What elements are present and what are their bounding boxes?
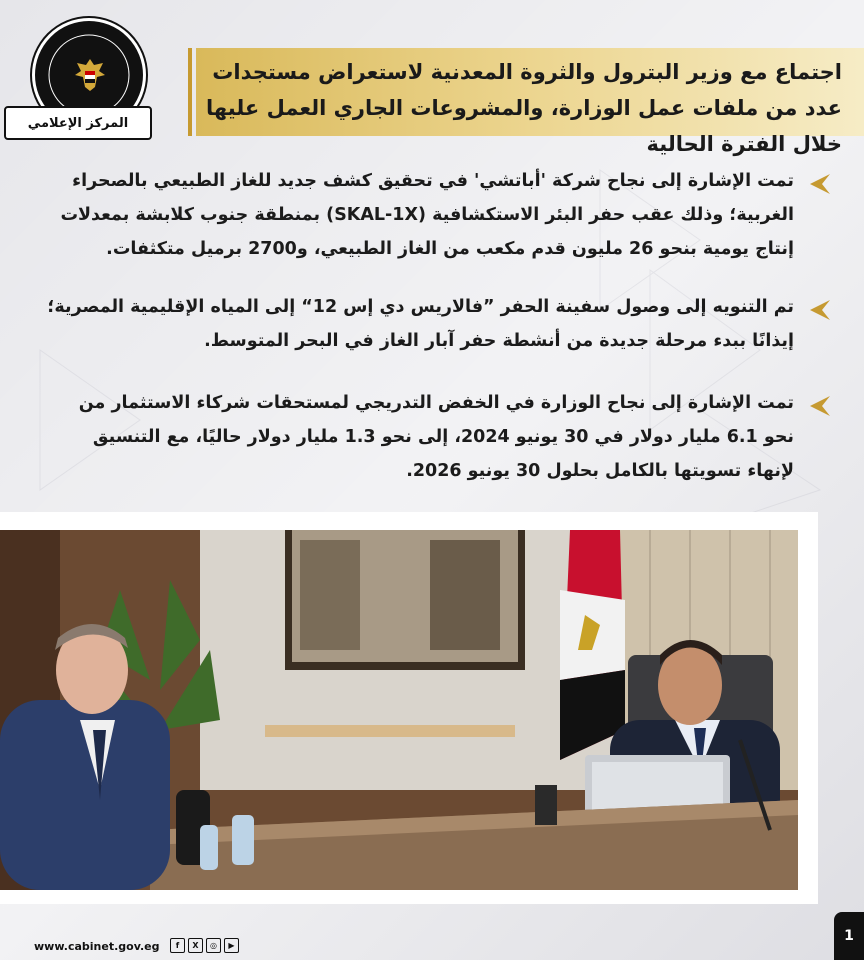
social-icons bbox=[170, 938, 239, 953]
bullet-1: تمت الإشارة إلى نجاح شركة 'أباتشي' في تحقيق كشف جديد للغاز الطبيعي بالصحراء الغربية؛ وذلك عقب حفر البئر الاستكشافية (SKAL-1X) بمنطقة جنوب كلابشة بمعدلات إنتاج يومية بنحو 26 مليون قدم مكعب من الغاز الطبيعي، و2700 برميل متكثفات. bbox=[60, 171, 794, 259]
bullet-3: تمت الإشارة إلى نجاح الوزارة في الخفض التدريجي لمستحقات شركاء الاستثمار من نحو 6.1 مليار دولار في 30 يونيو 2024، إلى نحو 1.3 مليار دولار حاليًا، مع التنسيق لإنهاء تسويتها بالكامل بحلول 30 يونيو 2026. bbox=[78, 393, 794, 481]
page-number: 1 bbox=[834, 912, 864, 960]
page-title: اجتماع مع وزير البترول والثروة المعدنية لاستعراض مستجدات عدد من ملفات عمل الوزارة، والمشروعات الجاري العمل عليها خلال الفترة الحالية bbox=[206, 60, 842, 156]
bullet-arrow-icon bbox=[806, 394, 832, 418]
bullet-arrow-icon bbox=[806, 298, 832, 322]
logo-banner: المركز الإعلامي bbox=[4, 106, 152, 140]
youtube-icon[interactable]: ▶ bbox=[224, 938, 239, 953]
x-twitter-icon[interactable]: X bbox=[188, 938, 203, 953]
facebook-icon[interactable]: f bbox=[170, 938, 185, 953]
bullet-2: تم التنويه إلى وصول سفينة الحفر ”فالاريس دي إس 12“ إلى المياه الإقليمية المصرية؛ إيذانًا ببدء مرحلة جديدة من أنشطة حفر آبار الغاز في البحر المتوسط. bbox=[47, 297, 794, 351]
instagram-icon[interactable]: ◎ bbox=[206, 938, 221, 953]
website-url[interactable]: www.cabinet.gov.eg bbox=[34, 940, 160, 953]
meeting-photo bbox=[0, 530, 798, 890]
bullet-arrow-icon bbox=[806, 172, 832, 196]
title-accent bbox=[188, 48, 192, 136]
eagle-emblem-icon bbox=[73, 57, 107, 93]
